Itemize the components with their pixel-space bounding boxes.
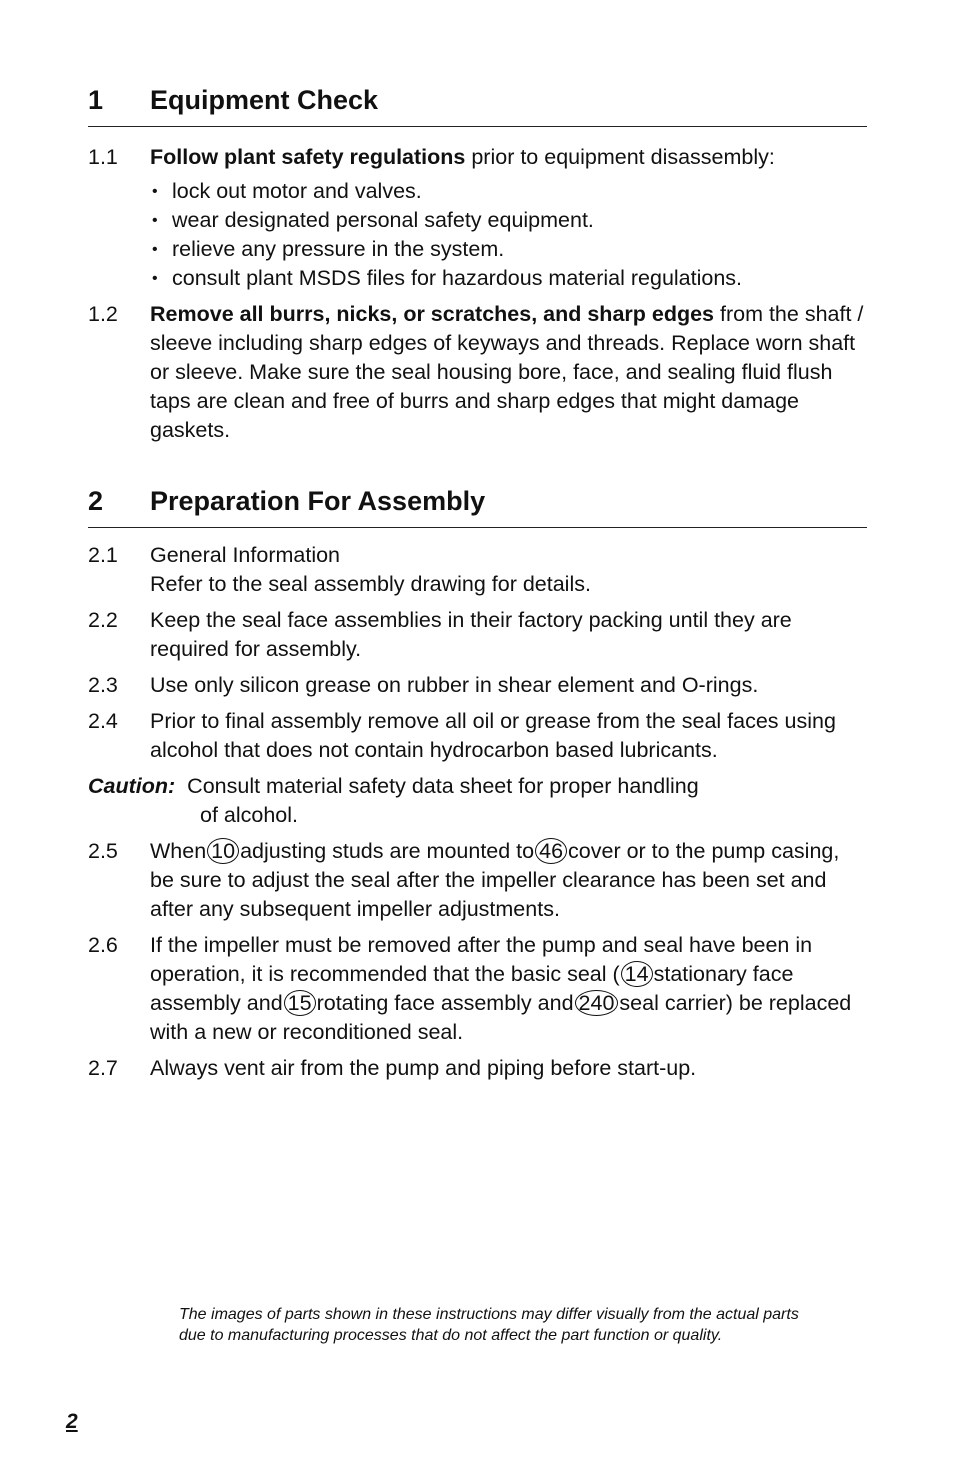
item-2-5 [88,837,867,924]
text-run: When [150,839,207,863]
item-number: 2.1 [88,543,118,567]
part-reference-circle: 15 [284,990,316,1016]
item-number: 1.1 [88,145,118,169]
text-run: rotating face assembly and [316,991,574,1015]
item-number: 2.3 [88,673,118,697]
list-item: • wear designated personal safety equipment. [150,206,867,235]
caution-text: Consult material safety data sheet for proper handling [187,774,699,798]
text-run: cover or to the pump casing, be sure to adjust the seal after the impeller clearance has been set and after any subsequent impeller adjustments. [150,839,840,921]
list-item: • consult plant MSDS files for hazardous material regulations. [150,264,867,293]
item-bold-text: Follow plant safety regulations [150,145,466,169]
item-number: 2.2 [88,608,118,632]
item-text [150,143,867,172]
section-title: Preparation For Assembly [150,486,486,516]
item-number: 1.2 [88,302,118,326]
section-preparation-for-assembly [88,485,867,1083]
section-title: Equipment Check [150,85,379,115]
item-2-2 [88,606,867,664]
item-rest-text: from the shaft / sleeve including sharp edges of keyways and threads. Replace worn shaft or sleeve. Make sure the seal housing bore, face, and sealing fluid flush taps are clean and free of burrs and sharp edges that might damage gaskets. [150,302,864,442]
item-number: 2.4 [88,709,118,733]
item-number: 2.5 [88,839,118,863]
item-line: General Information [150,543,341,567]
item-bold-text: Remove all burrs, nicks, or scratches, and sharp edges [150,302,715,326]
item-1-1 [88,143,867,172]
disclaimer-footnote: The images of parts shown in these instructions may differ visually from the actual parts due to manufacturing processes that do not affect the part function or quality. [179,1306,799,1344]
item-2-3 [88,671,867,700]
caution-label: Caution: [88,774,176,798]
section-equipment-check [88,84,867,445]
item-text [150,300,867,445]
text-run: adjusting studs are mounted to [240,839,535,863]
item-2-1 [88,541,867,599]
part-reference-circle: 14 [621,961,653,987]
item-text [150,931,867,1047]
item-2-6 [88,931,867,1047]
item-number: 2.7 [88,1056,118,1080]
text-run: If the impeller must be removed after the pump and seal have been in operation, it is recommended that the basic seal ( [150,933,813,986]
item-line: Refer to the seal assembly drawing for details. [150,572,591,596]
item-1-2 [88,300,867,445]
part-reference-circle: 46 [535,838,567,864]
list-item: • relieve any pressure in the system. [150,235,867,264]
section-number: 1 [88,85,104,115]
part-reference-circle: 240 [575,990,619,1016]
item-2-7 [88,1054,867,1083]
section-heading [88,84,867,127]
item-text: Prior to final assembly remove all oil or grease from the seal faces using alcohol that does not contain hydrocarbon based lubricants. [150,709,836,762]
item-text [150,837,867,924]
list-item: • lock out motor and valves. [150,177,867,206]
item-2-4 [88,707,867,765]
section-number: 2 [88,486,104,516]
safety-bullet-list [150,177,867,293]
item-text: Always vent air from the pump and piping before start-up. [150,1056,697,1080]
text-run: stationary face assembly and [150,962,794,1015]
section-heading [88,485,867,528]
caution-text-continued: of alcohol. [200,803,299,827]
item-rest-text: prior to equipment disassembly: [465,145,775,169]
caution-note [88,772,867,830]
item-text: Use only silicon grease on rubber in shear element and O-rings. [150,673,759,697]
item-text [150,541,867,599]
page-number: 2 [66,1410,78,1433]
item-text: Keep the seal face assemblies in their factory packing until they are required for assembly. [150,608,792,661]
part-reference-circle: 10 [207,838,239,864]
item-number: 2.6 [88,933,118,957]
text-run: seal carrier) be replaced with a new or reconditioned seal. [150,991,852,1044]
